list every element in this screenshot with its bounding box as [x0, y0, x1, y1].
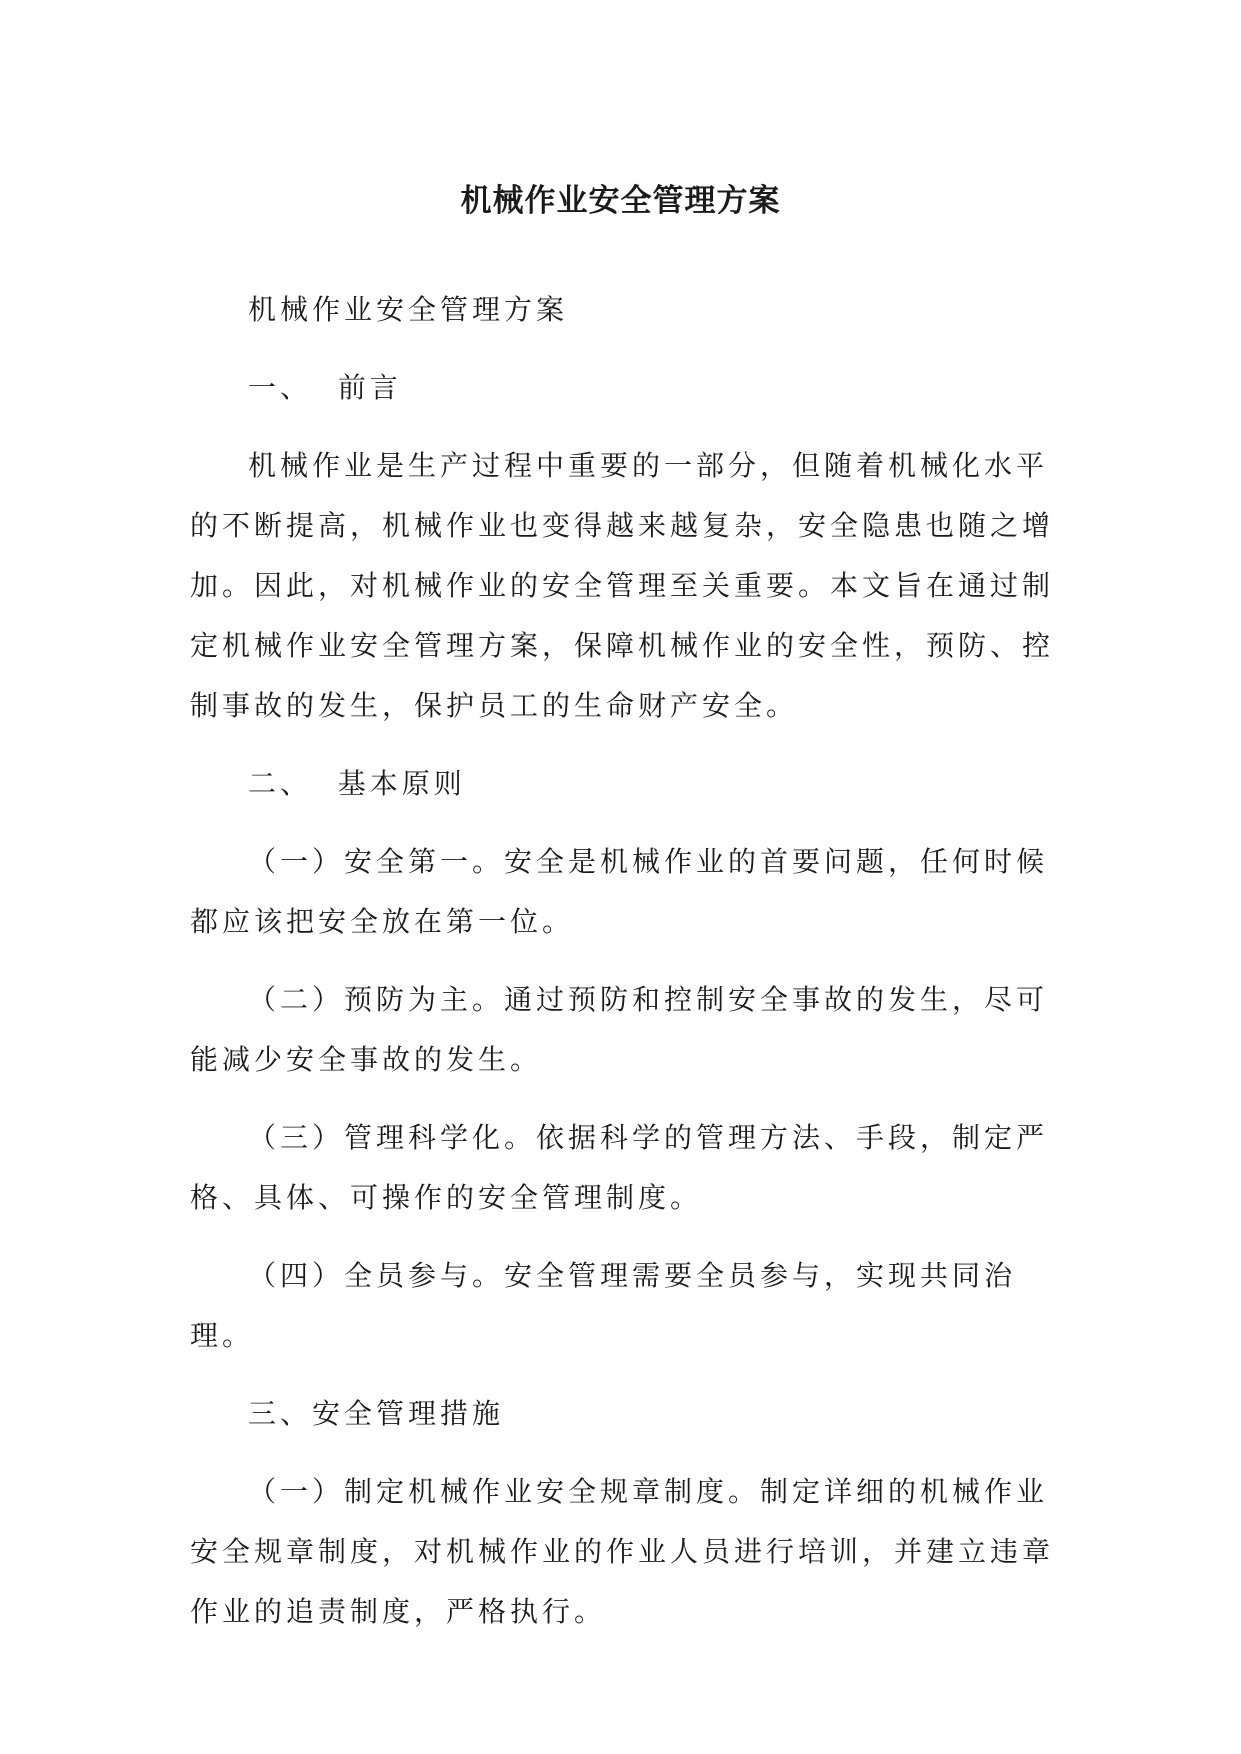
principle-item: （二）预防为主。通过预防和控制安全事故的发生，尽可能减少安全事故的发生。	[190, 983, 1049, 1076]
section-heading-preface: 一、 前言	[248, 371, 402, 404]
section-heading-measures: 三、安全管理措施	[248, 1397, 505, 1430]
measure-item: （一）制定机械作业安全规章制度。制定详细的机械作业安全规章制度，对机械作业的作业人员进行培训，并建立违章作业的追责制度，严格执行。	[190, 1475, 1055, 1628]
document-body	[190, 280, 1060, 1660]
principle-item: （三）管理科学化。依据科学的管理方法、手段，制定严格、具体、可操作的安全管理制度。	[190, 1121, 1049, 1214]
principle-item: （四）全员参与。安全管理需要全员参与，实现共同治理。	[190, 1259, 1017, 1352]
section-heading-principles: 二、 基本原则	[248, 767, 466, 800]
document-title: 机械作业安全管理方案	[460, 183, 781, 219]
preface-paragraph: 机械作业是生产过程中重要的一部分，但随着机械化水平的不断提高，机械作业也变得越来越复杂，安全隐患也随之增加。因此，对机械作业的安全管理至关重要。本文旨在通过制定机械作业安全管理方案，保障机械作业的安全性，预防、控制事故的发生，保护员工的生命财产安全。	[190, 449, 1055, 722]
principle-item: （一）安全第一。安全是机械作业的首要问题，任何时候都应该把安全放在第一位。	[190, 845, 1049, 938]
document-subtitle: 机械作业安全管理方案	[248, 293, 569, 326]
